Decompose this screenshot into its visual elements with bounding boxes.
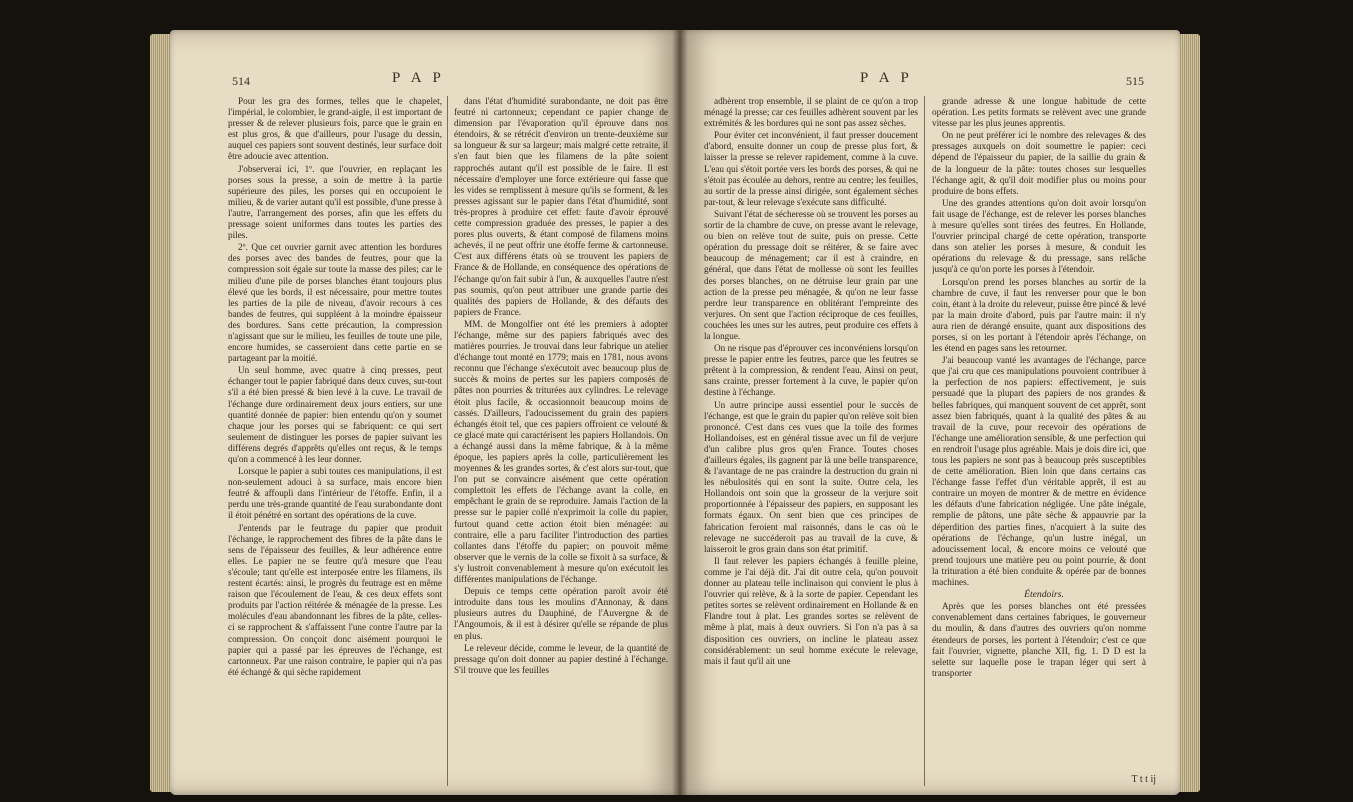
right-page-edges bbox=[1178, 34, 1200, 792]
paragraph: J'ai beaucoup vanté les avantages de l'échange, parce que j'ai cru que ces manipulations pouvoient contribuer à la perfection de nos papiers: effectivement, je suis persuadé que la plupart des papiers de nos grandes & belles fabriques, qui manquent souvent de cet apprêt, sont assez bien fabriqués, quant à la qualité des pâtes & au travail de la cuve, pour recevoir des opérations de l'échange une amélioration sensible, & une perfection qui en rendroit l'usage plus agréable. Mais je dois dire ici, que tous les papiers ne sont pas à beaucoup près susceptibles de cette amélioration. Bien loin que dans certains cas l'échange fasse l'effet d'un véritable apprêt, il est au contraire un moyen de montrer & de mettre en évidence les défauts d'une fabrication négligée. Une pâte inégale, remplie de pâtons, une pâte sèche & appauvrie par la déperdition des parties fines, n'acquiert à la suite des opérations de l'échange, qu'un lustre inégal, un adoucissement local, & encore moins ce velouté que prend toujours une matière peu ou point pourrie, & dont la trituration a été bien conduite & opérée par de bonnes machines. bbox=[932, 355, 1146, 588]
paragraph: Le releveur décide, comme le leveur, de la quantité de pressage qu'on doit donner au papier destiné à l'échange. S'il trouve que les feuilles bbox=[454, 642, 668, 675]
paragraph: Pour éviter cet inconvénient, il faut presser doucement d'abord, ensuite donner un coup de presse plus fort, & laisser la presse se relever rapidement, comme à la cuve. L'eau qui s'étoit portée vers les bords des porses, & qui ne s'étoit pas écoulée au dehors, rentre au centre; les feuilles, au sortir de la presse ainsi dirigée, sont également sèches par-tout, & leur relevage s'exécute sans difficulté. bbox=[704, 130, 918, 207]
left-folio: 514 bbox=[232, 74, 250, 88]
paragraph: Depuis ce temps cette opération paroît avoir été introduite dans tous les moulins d'Annonay, & dans plusieurs autres du Dauphiné, de l'Auvergne & de l'Angoumois, & il est à désirer qu'elle se répande de plus en plus. bbox=[454, 586, 668, 641]
paragraph: dans l'état d'humidité surabondante, ne doit pas être feutré ni cartonneux; cependant ce papier change de dimension par l'évaporation qu'il éprouve dans nos étendoirs, & se rétrécit d'environ un trente-deuxième sur sa longueur & sur sa largeur; mais malgré cette retraite, il s'en faut bien que les filamens de la pâte soient rapprochés autant qu'il est possible de le faire. Il est nécessaire d'employer une force extérieure qui fasse que les vides se remplissent à mesure qu'ils se forment, & les presses agissant sur le papier dans l'état d'humidité, sont très-propres à produire cet effet: faute d'avoir éprouvé cette compression graduée des presses, le papier a des pores plus ouverts, & étant composé de filamens moins achevés, il ne peut offrir une étoffe ferme & cartonneuse. C'est aux différens états où se trouvent les papiers de France & de Hollande, en conséquence des opérations de l'échange qu'on fait subir à l'un, & auxquelles l'autre n'est pas soumis, qu'on peut attribuer une grande partie des qualités des papiers de Hollande, & des défauts des papiers de France. bbox=[454, 96, 668, 317]
right-column-1 bbox=[704, 96, 918, 786]
paragraph: On ne peut préférer ici le nombre des relevages & des pressages auxquels on doit soumettre le papier: ceci dépend de l'épaisseur du papier, de la saillie du grain & de la longueur de la pâte: toutes choses sur lesquelles l'échange agit, & qu'il doit modifier plus ou moins pour produire de bons effets. bbox=[932, 130, 1146, 196]
paragraph: J'entends par le feutrage du papier que produit l'échange, le rapprochement des fibres de la pâte dans le sens de l'épaisseur des feuilles, & leur adhérence entre elles. Le papier ne se feutre qu'à mesure que l'eau s'écoule; tant qu'elle est interposée entre les filamens, ils restent écartés: ainsi, le progrès du feutrage est en même raison que l'écoulement de l'eau, & ces deux effets sont produits par l'action réitérée & ménagée de la presse. Les molécules d'eau abandonnant les fibres de la pâte, celles-ci se rapprochent & s'affaissent l'une contre l'autre par la compression. On conçoit donc aisément pourquoi le papier qui a passé par les épreuves de l'échange, est cartonneux. Par une raison contraire, le papier qui n'a pas été échangé & qui sèche rapidement bbox=[228, 522, 442, 677]
left-column-1 bbox=[228, 96, 442, 786]
paragraph: Lorsqu'on prend les porses blanches au sortir de la chambre de cuve, il faut les renverser pour que le bon coin, étant à la droite du releveur, puisse être pincé & levé par la main droite d'abord, puis par l'autre main: il n'y aura rien de dérangé ensuite, quant aux dispositions des porses, si on les portant à l'étendoir après l'échange, on les étend en pages sans les retourner. bbox=[932, 276, 1146, 354]
paragraph: MM. de Mongolfier ont été les premiers à adopter l'échange, même sur des papiers fabriqués avec des matières pourries. Je trouvai dans leur fabrique un atelier d'échange tout monté en 1779; mais en 1781, nous avons reconnu que l'échange s'exécutoit avec beaucoup plus de succès & moins de pertes sur les papiers composés de pâtes non pourries & triturées aux cylindres. Le relevage étoit plus facile, & occasionnoit beaucoup moins de cassés. D'ailleurs, l'adoucissement du grain des papiers échangés étoit tel, que ces papiers offroient ce velouté & ce glacé mate qui caractérisent les papiers Hollandois. On a échangé aussi dans la même fabrique, & à la même époque, les papiers après la colle, particulièrement les moyennes & les grandes sortes, & c'est alors sur-tout, que l'on put se convaincre aisément que cette opération complettoit les effets de l'échange avant la colle, en empêchant le grain de se reproduire. Jamais l'action de la presse sur le papier collé n'exprimoit la colle du papier, furtout quand cette action étoit bien ménagée: au contraire, elle a paru faciliter l'introduction des parties collantes dans l'étoffe du papier; on pouvoit même observer que le vernis de la colle se fixoit à sa surface, & s'y lustroit convenablement à mesure qu'on exécutoit les différentes manipulations de l'échange. bbox=[454, 318, 668, 585]
paragraph: 2º. Que cet ouvrier garnit avec attention les bordures des porses avec des bandes de feutres, pour que la compression soit égale sur toute la masse des piles; car le milieu d'une pile de porses blanches étant toujours plus élevé que les bords, il est nécessaire, pour mettre toutes les parties de la pile de niveau, d'avoir recours à ces bandes de feutres, qui suppléent à la moindre épaisseur des bordures. Sans cette précaution, la compression n'agissant que sur le milieu, les feuilles de toute une pile, encore humides, se casseroient dans cette partie en se partageant par la moitié. bbox=[228, 242, 442, 364]
paragraph: J'observerai ici, 1º. que l'ouvrier, en replaçant les porses sous la presse, a soin de mettre à la partie supérieure des piles, les porses qui en occupoient le milieu, & de varier autant qu'il est possible, d'une presse à l'autre, l'arrangement des porses, afin que les effets du pressage soient uniformes dans toutes les parties des piles. bbox=[228, 163, 442, 241]
paragraph: Un autre principe aussi essentiel pour le succès de l'échange, est que le grain du papier qu'on relève soit bien prononcé. C'est dans ces vues que la toile des formes Hollandoises, est en général tissue avec un fil de verjure d'un calibre plus gros qu'en France. Toutes choses d'ailleurs égales, ils gagnent par là une belle transparence, & l'avantage de ne pas craindre la destruction du grain ni les nébulosités qui en sont la suite. Outre cela, les Hollandois ont soin que la grosseur de la verjure soit proportionnée à l'épaisseur des papiers, en supposant les formats égaux. On sent bien que ces principes de fabrication feroient mal raisonnés, dans le cas où le relevage ne succéderoit pas au travail de la cuve, & laisseroit le gros grain dans son état primitif. bbox=[704, 399, 918, 554]
paragraph: Pour les gra des formes, telles que le chapelet, l'impérial, le colombier, le grand-aigle, il est important de presser & de relever plusieurs fois, parce que le grain en est plus gros, & que d'ailleurs, pour l'usage du dessin, auquel ces papiers sont souvent destinés, leur surface doit être adoucie avec attention. bbox=[228, 96, 442, 162]
paragraph: Un seul homme, avec quatre à cinq presses, peut échanger tout le papier fabriqué dans deux cuves, sur-tout s'il a été bien pressé & bien levé à la cuve. Le travail de l'échange dure ordinairement deux jours entiers, sur une quantité donnée de papier: bien entendu qu'on y soumet chaque jour les porses qui se fabriquent: ce qui sert seulement de distinguer les porses de papier suivant les différens degrés d'apprêts qu'elles ont reçus, & le temps qu'on a commencé à les leur donner. bbox=[228, 365, 442, 464]
left-running-head: P A P bbox=[392, 70, 445, 86]
right-column-2 bbox=[932, 96, 1146, 768]
column-rule bbox=[924, 96, 925, 786]
right-running-head: P A P bbox=[860, 70, 913, 86]
paragraph: On ne risque pas d'éprouver ces inconvéniens lorsqu'on presse le papier entre les feutres, parce que les feutres se prêtent à la compression, & rendent l'eau. Ainsi on peut, sans crainte, presser fortement à la cuve, le papier qu'on destine à l'échange. bbox=[704, 343, 918, 398]
column-rule bbox=[447, 96, 448, 786]
right-page bbox=[680, 30, 1180, 795]
paragraph: adhèrent trop ensemble, il se plaint de ce qu'on a trop ménagé la presse; car ces feuilles adhèrent souvent par les extrémités & les bordures qui ne sont pas assez sèches. bbox=[704, 96, 918, 129]
paragraph: grande adresse & une longue habitude de cette opération. Les petits formats se relèvent avec une grande vitesse par les plus jeunes apprentis. bbox=[932, 96, 1146, 129]
paragraph: Suivant l'état de sécheresse où se trouvent les porses au sortir de la chambre de cuve, on presse avant le relevage, ou bien on relève tout de suite, puis on presse. Cette opération du pressage doit se réitérer, & se faire avec beaucoup de ménagement; car il est à craindre, en général, que dans l'état de mollesse où sont les feuilles des porses blanches, on ne détruise leur grain par une action de la presse peu ménagée, & qu'on ne leur fasse perdre leur transparence en oblitérant l'empreinte des verjures. On sent que l'action réciproque de ces feuilles, couchées les unes sur les autres, peut produire ces effets à la longue. bbox=[704, 208, 918, 341]
left-page bbox=[170, 30, 680, 795]
signature-mark: T t t ij bbox=[1131, 774, 1156, 785]
left-page-edges bbox=[150, 34, 172, 792]
paragraph: Une des grandes attentions qu'on doit avoir lorsqu'on fait usage de l'échange, est de relever les porses blanches à mesure qu'elles sont tirées des feutres. En Hollande, l'ouvrier principal chargé de cette opération, transporte dans son atelier les porses à mesure, & conduit les opérations du relevage & du pressage, sans relâche jusqu'à ce qu'on porte les porses à l'étendoir. bbox=[932, 197, 1146, 275]
paragraph: Il faut relever les papiers échangés à feuille pleine, comme je l'ai déjà dit. J'ai dit outre cela, qu'on pouvoit donner au plateau telle inclinaison qui convient le plus à l'ouvrier qui relève, & à la sorte de papier. Cependant les petites sortes se relèvent ordinairement en Hollande & en Flandre tout à plat. Les grandes sortes se relèvent de même à plat, mais à deux ouvriers. Si l'on n'a pas à sa disposition ces ouvriers, on incline le plateau assez considérablement: un seul homme exécute le relevage, mais il faut qu'il ait une bbox=[704, 555, 918, 666]
section-title-etendoirs: Étendoirs. bbox=[1024, 589, 1064, 601]
left-column-2 bbox=[454, 96, 668, 786]
book-gutter bbox=[672, 30, 688, 795]
paragraph: Lorsque le papier a subi toutes ces manipulations, il est non-seulement adouci à sa surface, mais encore bien feutré & affoupli dans l'intérieur de l'étoffe. Enfin, il a perdu une très-grande quantité de l'eau surabondante dont il étoit pénétré en sortant des opérations de la cuve. bbox=[228, 466, 442, 521]
right-folio: 515 bbox=[1126, 74, 1144, 88]
paragraph: Après que les porses blanches ont été pressées convenablement dans certaines fabriques, le gouverneur du moulin, & dans d'autres des ouvriers qu'on nomme étendeurs de porses, les portent à l'étendoir; c'est ce que fait l'ouvrier, vignette, planche XII, fig. 1. D D est la selette sur laquelle pose le trapan léger qui sert à transporter bbox=[932, 601, 1146, 678]
